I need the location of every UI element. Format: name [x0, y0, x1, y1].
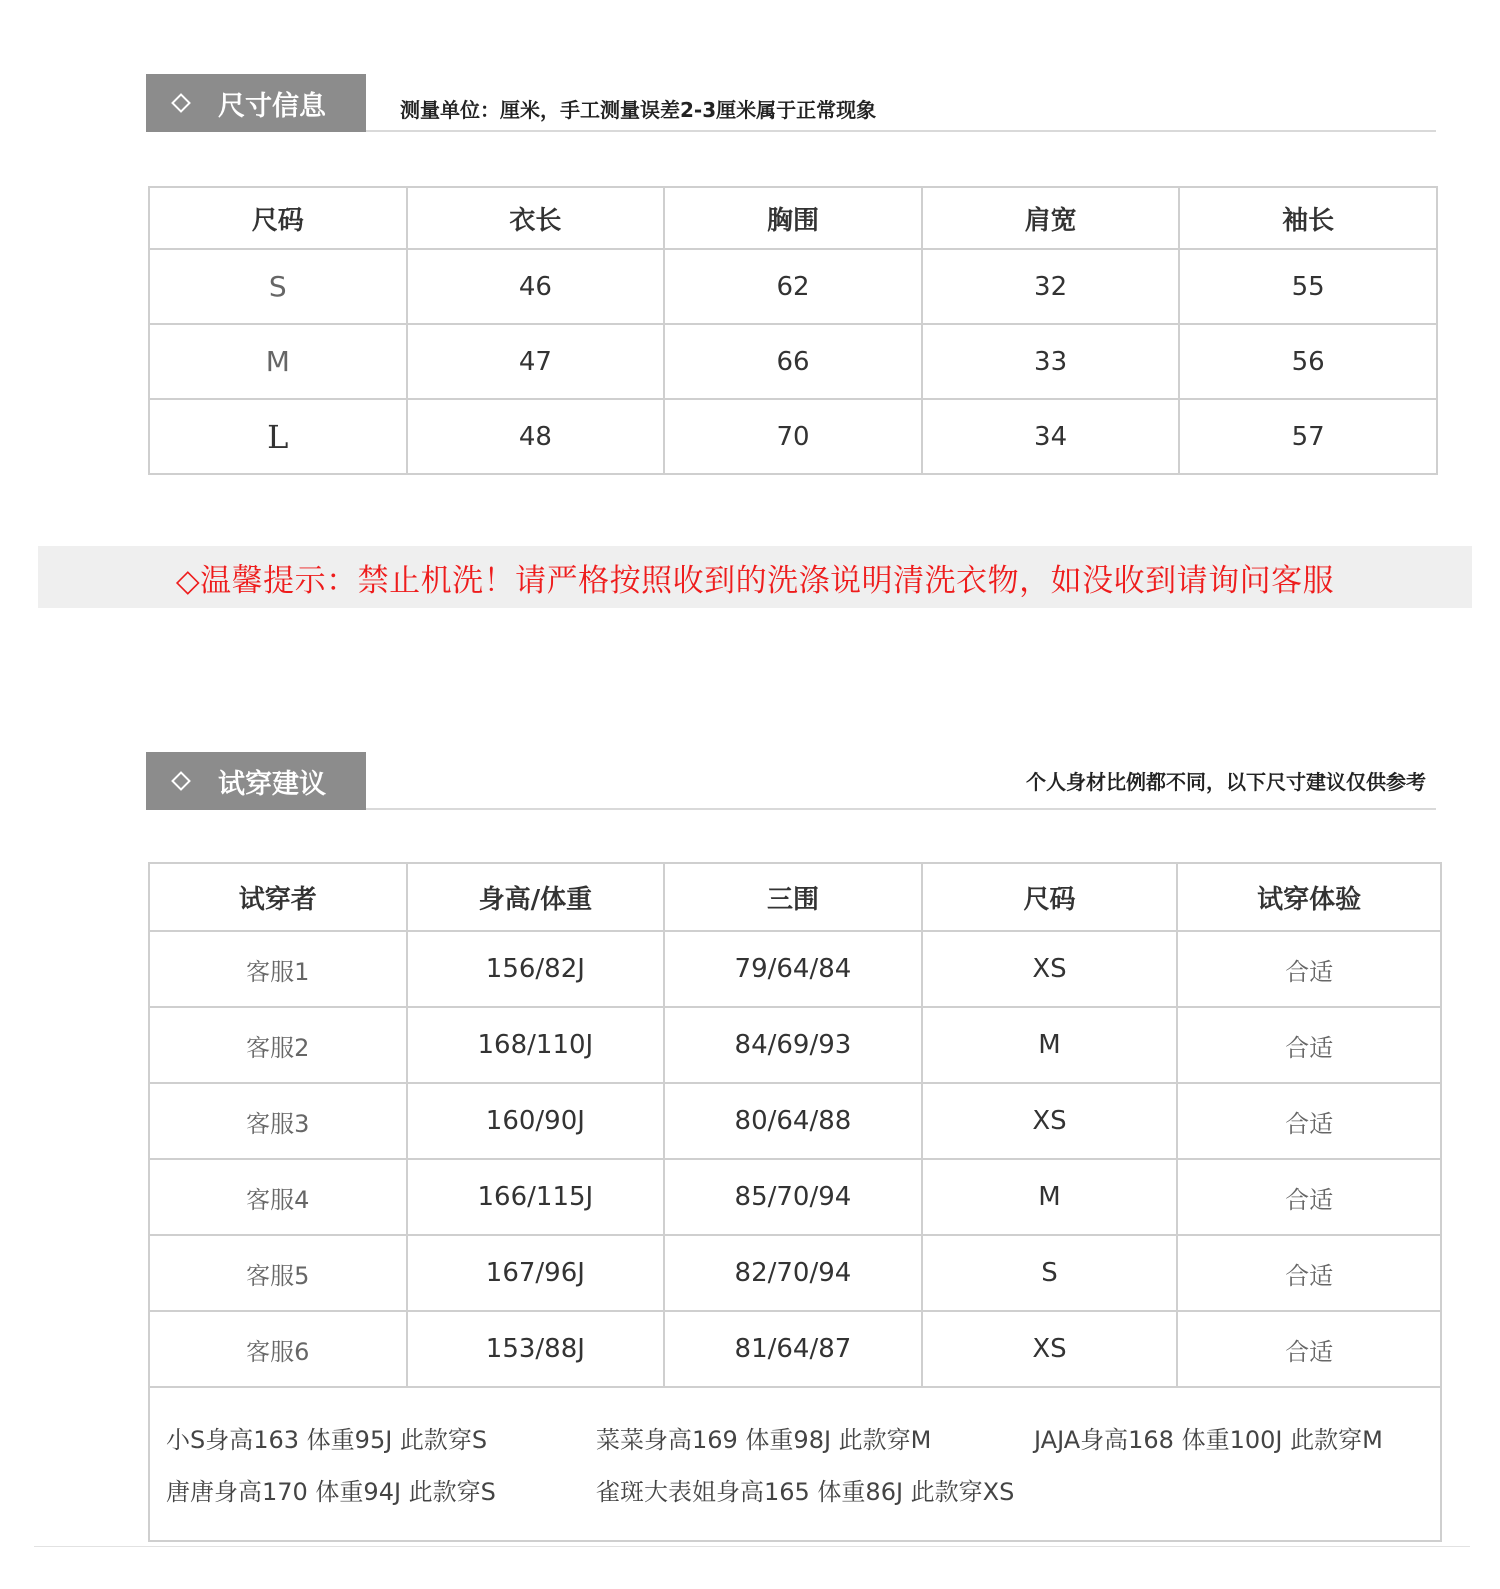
bust-cell: 66: [664, 324, 922, 399]
height-weight-cell: 153/88J: [407, 1311, 665, 1387]
tester-cell: 客服1: [149, 931, 407, 1007]
measurements-cell: 80/64/88: [664, 1083, 922, 1159]
size-table-header-row: [149, 187, 1437, 249]
length-cell: 46: [407, 249, 665, 324]
size-table: [148, 186, 1438, 475]
fit-suggestion-title: 试穿建议: [218, 768, 326, 800]
note-item: 唐唐身高170 体重94J 此款穿S: [166, 1477, 496, 1506]
table-row: [149, 931, 1441, 1007]
table-row: [149, 1311, 1441, 1387]
measurement-note: 测量单位：厘米，手工测量误差2-3厘米属于正常现象: [400, 98, 877, 122]
tester-cell: 客服4: [149, 1159, 407, 1235]
note-line: [166, 1463, 1440, 1515]
size-cell: XS: [922, 1311, 1178, 1387]
bust-cell: 70: [664, 399, 922, 474]
table-row: [149, 1159, 1441, 1235]
size-cell: S: [922, 1235, 1178, 1311]
sleeve-col-header: 袖长: [1179, 187, 1437, 249]
bust-col-header: 胸围: [664, 187, 922, 249]
size-col-header: 尺码: [922, 863, 1178, 931]
note-item: 菜菜身高169 体重98J 此款穿M: [596, 1425, 932, 1454]
experience-cell: 合适: [1177, 1007, 1441, 1083]
length-col-header: 衣长: [407, 187, 665, 249]
fit-suggestion-tab: [146, 752, 366, 810]
fit-disclaimer: 个人身材比例都不同，以下尺寸建议仅供参考: [1026, 770, 1426, 794]
size-info-title: 尺寸信息: [218, 90, 326, 122]
diamond-icon: [171, 93, 191, 113]
table-row: [149, 249, 1437, 324]
height-weight-cell: 160/90J: [407, 1083, 665, 1159]
fit-suggestion-header: [146, 752, 1436, 810]
size-cell: XS: [922, 931, 1178, 1007]
height-weight-cell: 167/96J: [407, 1235, 665, 1311]
length-cell: 48: [407, 399, 665, 474]
measurements-cell: 79/64/84: [664, 931, 922, 1007]
table-row: [149, 1235, 1441, 1311]
note-item: 小S身高163 体重95J 此款穿S: [166, 1425, 488, 1454]
experience-cell: 合适: [1177, 1159, 1441, 1235]
tester-cell: 客服3: [149, 1083, 407, 1159]
size-cell: S: [149, 249, 407, 324]
diamond-icon: [171, 771, 191, 791]
table-row: [149, 1007, 1441, 1083]
note-line: [166, 1411, 1440, 1463]
length-cell: 47: [407, 324, 665, 399]
shoulder-col-header: 肩宽: [922, 187, 1180, 249]
size-info-header: [146, 74, 1436, 132]
shoulder-cell: 33: [922, 324, 1180, 399]
table-row: [149, 399, 1437, 474]
measurements-cell: 82/70/94: [664, 1235, 922, 1311]
size-cell: XS: [922, 1083, 1178, 1159]
fit-table-header-row: [149, 863, 1441, 931]
size-cell: L: [149, 399, 407, 474]
experience-cell: 合适: [1177, 1083, 1441, 1159]
measurements-cell: 84/69/93: [664, 1007, 922, 1083]
experience-col-header: 试穿体验: [1177, 863, 1441, 931]
bottom-divider: [34, 1546, 1470, 1547]
fit-notes-row: [149, 1387, 1441, 1541]
tester-cell: 客服5: [149, 1235, 407, 1311]
shoulder-cell: 32: [922, 249, 1180, 324]
measurements-cell: 85/70/94: [664, 1159, 922, 1235]
measurements-cell: 81/64/87: [664, 1311, 922, 1387]
tester-cell: 客服2: [149, 1007, 407, 1083]
sleeve-cell: 57: [1179, 399, 1437, 474]
table-row: [149, 1083, 1441, 1159]
size-col-header: 尺码: [149, 187, 407, 249]
height-weight-cell: 168/110J: [407, 1007, 665, 1083]
size-cell: M: [149, 324, 407, 399]
washing-tip-text: ◇温馨提示：禁止机洗！请严格按照收到的洗涤说明清洗衣物，如没收到请询问客服: [175, 562, 1335, 599]
size-cell: M: [922, 1159, 1178, 1235]
washing-tip-banner: [38, 546, 1472, 608]
sleeve-cell: 56: [1179, 324, 1437, 399]
height-weight-cell: 156/82J: [407, 931, 665, 1007]
height-weight-cell: 166/115J: [407, 1159, 665, 1235]
height-weight-col-header: 身高/体重: [407, 863, 665, 931]
experience-cell: 合适: [1177, 931, 1441, 1007]
note-item: 雀斑大表姐身高165 体重86J 此款穿XS: [596, 1477, 1015, 1506]
measurements-col-header: 三围: [664, 863, 922, 931]
note-item: JAJA身高168 体重100J 此款穿M: [1034, 1425, 1383, 1454]
fit-table: [148, 862, 1442, 1542]
tester-cell: 客服6: [149, 1311, 407, 1387]
sleeve-cell: 55: [1179, 249, 1437, 324]
size-info-tab: [146, 74, 366, 132]
tester-col-header: 试穿者: [149, 863, 407, 931]
experience-cell: 合适: [1177, 1311, 1441, 1387]
shoulder-cell: 34: [922, 399, 1180, 474]
fit-notes-cell: [149, 1387, 1441, 1541]
experience-cell: 合适: [1177, 1235, 1441, 1311]
size-cell: M: [922, 1007, 1178, 1083]
table-row: [149, 324, 1437, 399]
bust-cell: 62: [664, 249, 922, 324]
